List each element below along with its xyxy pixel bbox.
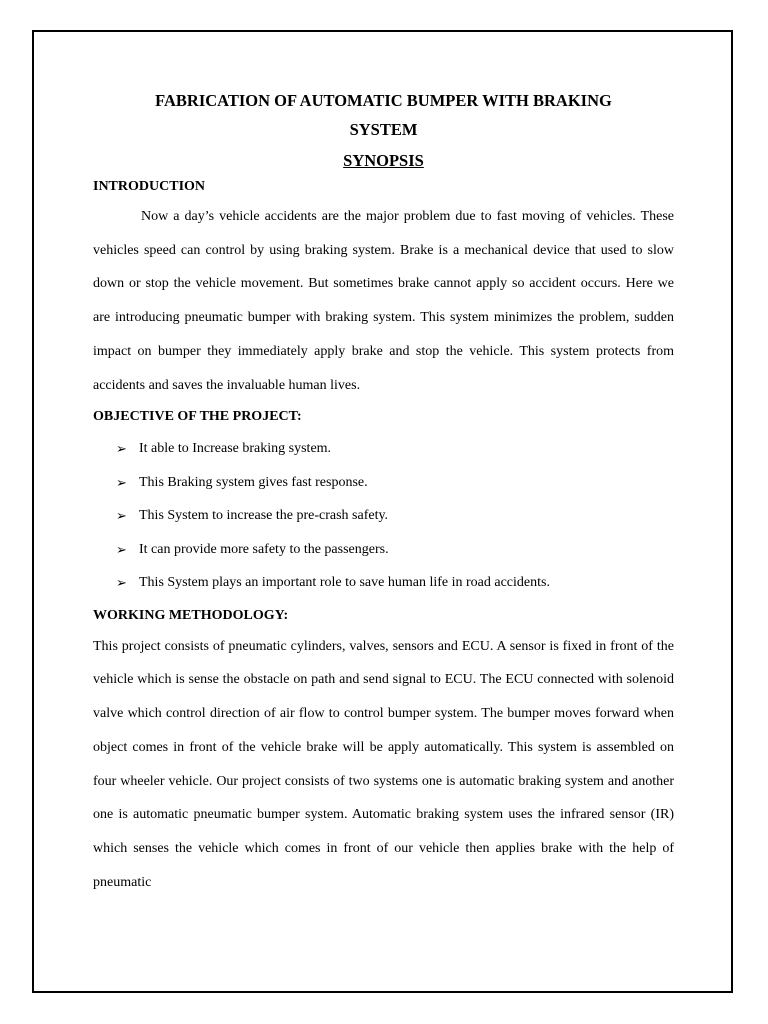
list-item	[93, 533, 674, 567]
arrow-bullet-icon: ➢	[116, 441, 127, 457]
arrow-bullet-icon: ➢	[116, 575, 127, 591]
document-body	[93, 86, 674, 899]
list-item	[93, 432, 674, 466]
synopsis-label: SYNOPSIS	[343, 151, 424, 170]
document-title	[93, 86, 674, 144]
title-line-2: SYSTEM	[349, 120, 418, 139]
list-item-text: This Braking system gives fast response.	[139, 474, 368, 490]
title-line-1: FABRICATION OF AUTOMATIC BUMPER WITH BRAKING	[155, 91, 612, 110]
list-item-text: This System to increase the pre-crash safety.	[139, 508, 389, 524]
arrow-bullet-icon: ➢	[116, 508, 127, 524]
list-item-text: It can provide more safety to the passengers.	[139, 541, 389, 557]
arrow-bullet-icon: ➢	[116, 474, 127, 490]
synopsis-heading	[93, 150, 674, 172]
introduction-paragraph: Now a day’s vehicle accidents are the major problem due to fast moving of vehicles. These vehicles speed can control by using braking system. Brake is a mechanical device that used to slow down or stop the vehicle movement. But sometimes brake cannot apply so accident occurs. Here we are introducing pneumatic bumper with braking system. This system minimizes the problem, sudden impact on bumper they immediately apply brake and stop the vehicle. This system protects from accidents and saves the invaluable human lives.	[93, 209, 674, 393]
list-item	[93, 566, 674, 600]
methodology-heading: WORKING METHODOLOGY:	[93, 607, 289, 623]
objective-list	[93, 432, 674, 600]
list-item	[93, 466, 674, 500]
list-item	[93, 499, 674, 533]
list-item-text: It able to Increase braking system.	[139, 441, 332, 457]
list-item-text: This System plays an important role to save human life in road accidents.	[139, 575, 550, 591]
methodology-paragraph: This project consists of pneumatic cylinders, valves, sensors and ECU. A sensor is fixed in front of the vehicle which is sense the obstacle on path and send signal to ECU. The ECU connected with solenoid valve which control direction of air flow to control bumper system. The bumper moves forward when object comes in front of the vehicle brake will be apply automatically. This system is assembled on four wheeler vehicle. Our project consists of two systems one is automatic braking system and another one is automatic pneumatic bumper system. Automatic braking system uses the infrared sensor (IR) which senses the vehicle which comes in front of our vehicle then applies brake with the help of pneumatic	[93, 638, 674, 890]
arrow-bullet-icon: ➢	[116, 541, 127, 557]
introduction-heading: INTRODUCTION	[93, 179, 206, 194]
objective-heading: OBJECTIVE OF THE PROJECT:	[93, 409, 302, 425]
